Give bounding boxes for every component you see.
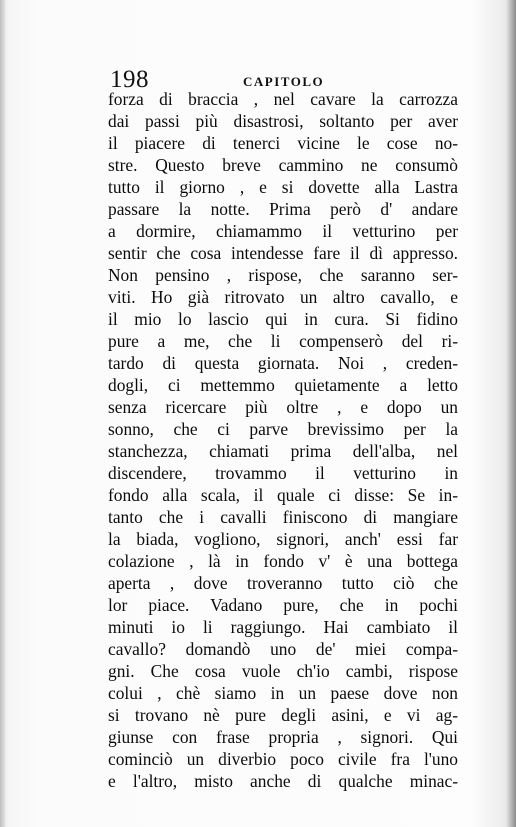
text-line: passare la notte. Prima però d' andare <box>108 199 458 219</box>
text-line: stre. Questo breve cammino ne consumò <box>108 155 458 175</box>
text-line: giunse con frase propria , signori. Qui <box>108 727 458 747</box>
page-number: 198 <box>110 66 149 93</box>
text-line: colazione , là in fondo v' è una bottega <box>108 551 458 571</box>
text-line: tutto il giorno , e si dovette alla Lastra <box>108 177 458 197</box>
text-line: sonno, che ci parve brevissimo per la <box>108 419 458 439</box>
text-line: tanto che i cavalli finiscono di mangiare <box>108 507 458 527</box>
text-line: senza ricercare più oltre , e dopo un <box>108 397 458 417</box>
running-head: CAPITOLO <box>243 74 325 89</box>
text-line: sentir che cosa intendesse fare il dì appresso. <box>108 243 458 263</box>
text-line: colui , chè siamo in un paese dove non <box>108 683 458 703</box>
text-line: discendere, trovammo il vetturino in <box>108 463 458 483</box>
text-line: Non pensino , rispose, che saranno ser- <box>108 265 458 285</box>
text-line: dai passi più disastrosi, soltanto per aver <box>108 111 458 131</box>
text-line: tardo di questa giornata. Noi , creden- <box>108 353 458 373</box>
text-line: cominciò un diverbio poco civile fra l'uno <box>108 749 458 769</box>
text-line: la biada, vogliono, signori, anch' essi far <box>108 529 458 549</box>
text-line: il mio lo lascio qui in cura. Si fidino <box>108 309 458 329</box>
text-line: dogli, ci mettemmo quietamente a letto <box>108 375 458 395</box>
text-line: gni. Che cosa vuole ch'io cambi, rispose <box>108 661 458 681</box>
text-line: il piacere di tenerci vicine le cose no- <box>108 133 458 153</box>
text-line: aperta , dove troveranno tutto ciò che <box>108 573 458 593</box>
text-line: minuti io li raggiungo. Hai cambiato il <box>108 617 458 637</box>
text-line: si trovano nè pure degli asini, e vi ag- <box>108 705 458 725</box>
text-line: pure a me, che li compenserò del ri- <box>108 331 458 351</box>
text-line: forza di braccia , nel cavare la carrozza <box>108 89 458 109</box>
page-right-edge <box>506 0 516 827</box>
text-line: lor piace. Vadano pure, che in pochi <box>108 595 458 615</box>
text-line: stanchezza, chiamati prima dell'alba, nel <box>108 441 458 461</box>
text-line: e l'altro, misto anche di qualche minac- <box>108 771 458 791</box>
text-line: fondo alla scala, il quale ci disse: Se in- <box>108 485 458 505</box>
text-line: viti. Ho già ritrovato un altro cavallo, e <box>108 287 458 307</box>
text-line: a dormire, chiamammo il vetturino per <box>108 221 458 241</box>
text-line: cavallo? domandò uno de' miei compa- <box>108 639 458 659</box>
page-left-edge <box>0 0 6 827</box>
body-text <box>108 88 458 792</box>
